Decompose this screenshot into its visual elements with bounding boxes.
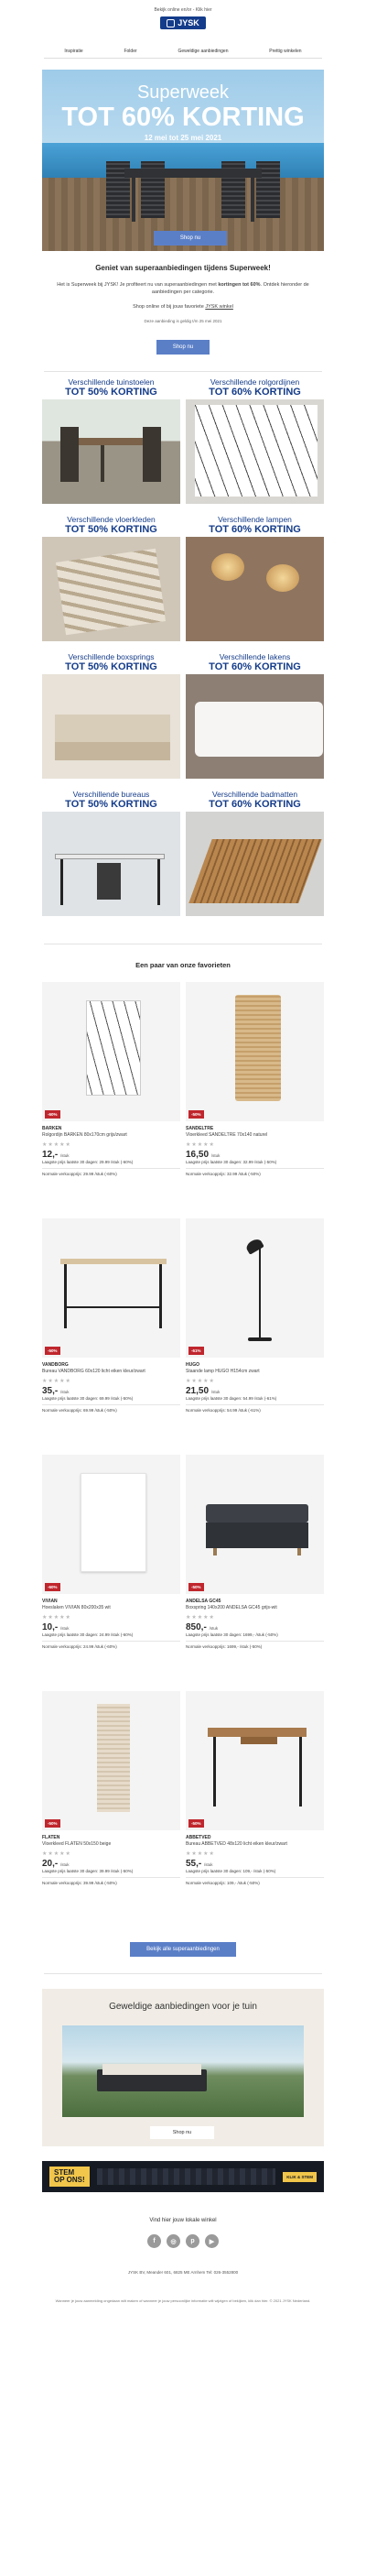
product-card[interactable]: [42, 1218, 180, 1455]
favorites-title: Een paar van onze favorieten: [135, 961, 231, 969]
category-title: Verschillende tuinstoelen: [68, 377, 155, 387]
price-unit: /stuk: [210, 1152, 221, 1158]
price-value: 850,-: [186, 1621, 207, 1632]
youtube-icon[interactable]: ▶: [205, 2234, 219, 2248]
price-value: 35,-: [42, 1385, 59, 1396]
normal-price-note: Normale verkoopprijs: 29.99 /stuk (-60%): [42, 1172, 117, 1176]
product-desc: Hoeslaken VIVIAN 80x200x35 wit: [42, 1605, 111, 1610]
product-price: [186, 1622, 324, 1632]
lowest-price-note: Laagste prijs laatste 30 dagen: 39.99 /stuk (-50%): [42, 1868, 134, 1873]
normal-price-note: Normale verkoopprijs: 69.99 /stuk (-50%): [42, 1408, 117, 1413]
price-value: 10,-: [42, 1621, 59, 1632]
divider: [42, 1404, 180, 1405]
intro-heading: Geniet van superaanbiedingen tijdens Superweek!: [95, 264, 271, 272]
product-desc: Bureau ABBETVED 48x120 licht eiken kleur/zwart: [186, 1841, 287, 1847]
hero-table-leg: [132, 178, 135, 222]
product-name: SANDELTRE: [186, 1126, 214, 1131]
product-name: ANDELSA GC45: [186, 1599, 221, 1604]
rating-stars-icon: ★★★★★: [186, 1141, 215, 1148]
boxspring-image: [42, 674, 180, 779]
product-card[interactable]: [42, 1455, 180, 1691]
intro-body: [53, 281, 313, 296]
product-name: VIVIAN: [42, 1599, 58, 1604]
store-locator-link[interactable]: Vind hier jouw lokale winkel: [149, 2218, 217, 2223]
category-discount: TOT 50% KORTING: [65, 387, 157, 398]
roller-blind-image: [186, 399, 324, 504]
product-price: [42, 1150, 180, 1160]
top-nav: [44, 44, 322, 59]
category-badmatten[interactable]: [186, 790, 324, 927]
category-discount: TOT 60% KORTING: [209, 524, 301, 535]
vote-button[interactable]: KLIK & STEM: [283, 2172, 317, 2182]
hero-title: Superweek: [136, 82, 230, 103]
product-grid: [35, 982, 331, 1927]
rating-stars-icon: ★★★★★: [186, 1614, 215, 1621]
normal-price-note: Normale verkoopprijs: 1699,- /stuk (-50%): [186, 1644, 263, 1649]
product-image: [186, 1218, 324, 1358]
product-name: FLATEN: [42, 1835, 60, 1840]
divider: [44, 1973, 322, 1974]
store-link[interactable]: JYSK winkel: [205, 304, 233, 310]
rating-stars-icon: ★★★★★: [186, 1850, 215, 1857]
category-boxsprings[interactable]: [42, 652, 180, 790]
normal-price-note: Normale verkoopprijs: 54.99 /stuk (-61%): [186, 1408, 261, 1413]
nav-item-aanbiedingen[interactable]: Geweldige aanbiedingen: [178, 48, 229, 54]
lowest-price-note: Laagste prijs laatste 30 dagen: 29.99 /stuk (-60%): [42, 1159, 134, 1164]
category-lampen[interactable]: [186, 515, 324, 652]
instagram-icon[interactable]: ◎: [167, 2234, 180, 2248]
nav-item-folder[interactable]: Folder: [124, 48, 137, 54]
category-bureaus[interactable]: [42, 790, 180, 927]
hero-banner[interactable]: [42, 70, 324, 251]
lowest-price-note: Laagste prijs laatste 30 dagen: 24.99 /stuk (-60%): [42, 1632, 134, 1637]
category-grid: [35, 372, 331, 927]
product-name: HUGO: [186, 1362, 199, 1368]
product-desc: Vloerkleed SANDELTRE 70x140 naturel: [186, 1132, 268, 1138]
product-name: VANDBORG: [42, 1362, 69, 1368]
vote-badge-line2: OP ONS!: [54, 2176, 85, 2184]
category-lakens[interactable]: [186, 652, 324, 790]
hero-table-leg: [251, 178, 254, 222]
intro-shop-line: [53, 303, 313, 311]
rating-stars-icon: ★★★★★: [42, 1141, 71, 1148]
category-discount: TOT 50% KORTING: [65, 661, 157, 672]
company-address: JYSK BV, Meander 601, 6825 ME Arnhem Tel: 026-3552800: [127, 2270, 239, 2275]
price-unit: /stuk: [210, 1389, 221, 1394]
garden-banner[interactable]: [42, 1989, 324, 2146]
lowest-price-note: Laagste prijs laatste 30 dagen: 32.99 /stuk (-50%): [186, 1159, 277, 1164]
product-price: [42, 1622, 180, 1632]
discount-badge: -61%: [188, 1347, 204, 1355]
price-value: 12,-: [42, 1149, 59, 1160]
divider: [186, 1168, 324, 1169]
product-desc: Vloerkleed FLATEN 50x150 beige: [42, 1841, 112, 1847]
intro-body-end: . Ontdek hieronder de aanbiedingen per categorie.: [151, 282, 309, 295]
category-title: Verschillende boxsprings: [68, 652, 155, 661]
product-card[interactable]: [186, 1455, 324, 1691]
divider: [186, 1404, 324, 1405]
hero-table: [124, 169, 262, 178]
category-discount: TOT 60% KORTING: [209, 387, 301, 398]
discount-badge: -50%: [188, 1819, 204, 1828]
intro-section: [35, 251, 331, 355]
vote-banner[interactable]: [42, 2161, 324, 2192]
garden-title: Geweldige aanbiedingen voor je tuin: [109, 2002, 257, 2012]
product-price: [42, 1386, 180, 1396]
vote-badge-line1: STEM: [54, 2168, 75, 2177]
social-links: [35, 2234, 331, 2248]
price-value: 20,-: [42, 1858, 59, 1869]
normal-price-note: Normale verkoopprijs: 39.99 /stuk (-50%): [42, 1881, 117, 1885]
discount-badge: -60%: [45, 1110, 60, 1119]
price-unit: /stuk: [209, 1625, 219, 1631]
category-title: Verschillende vloerkleden: [67, 515, 156, 524]
jysk-logo[interactable]: [160, 16, 206, 29]
product-image: [186, 982, 324, 1121]
product-image: [42, 1218, 180, 1358]
vote-banner-image: [97, 2168, 276, 2185]
garden-shop-button[interactable]: Shop nu: [150, 2126, 214, 2139]
hero-headline: TOT 60% KORTING: [61, 103, 305, 132]
product-image: [42, 982, 180, 1121]
category-discount: TOT 60% KORTING: [209, 799, 301, 810]
discount-badge: -50%: [188, 1110, 204, 1119]
category-title: Verschillende badmatten: [211, 790, 298, 799]
category-title: Verschillende rolgordijnen: [210, 377, 300, 387]
logo-mark-icon: [167, 19, 175, 27]
lowest-price-note: Laagste prijs laatste 30 dagen: 109,- /stuk (-50%): [186, 1868, 276, 1873]
price-value: 21,50: [186, 1385, 210, 1396]
rugs-image: [42, 537, 180, 641]
footer: [35, 2192, 331, 2304]
legal-text: Wanneer je jouw aanmelding ongedaan wilt maken of wanneer je jouw persoonlijke informatie wilt wijzigen of bekijken, klik dan hier. © 2021 JYSK Nederland.: [55, 2298, 311, 2303]
category-vloerkleden[interactable]: [42, 515, 180, 652]
product-name: BARKEN: [42, 1126, 62, 1131]
lowest-price-note: Laagste prijs laatste 30 dagen: 1699,- /stuk (-50%): [186, 1632, 278, 1637]
product-card[interactable]: [186, 982, 324, 1218]
product-price: [186, 1386, 324, 1396]
category-rolgordijnen[interactable]: [186, 377, 324, 515]
garden-cushions: [102, 2064, 201, 2075]
divider: [186, 1877, 324, 1878]
product-card[interactable]: [186, 1218, 324, 1455]
price-unit: /stuk: [60, 1625, 70, 1631]
product-name: ABBETVED: [186, 1835, 211, 1840]
category-title: Verschillende lampen: [218, 515, 292, 524]
price-value: 55,-: [186, 1858, 202, 1869]
category-title: Verschillende bureaus: [72, 790, 150, 799]
hero-dates: 12 mei tot 25 mei 2021: [144, 134, 222, 142]
rating-stars-icon: ★★★★★: [42, 1850, 71, 1857]
discount-badge: -50%: [45, 1819, 60, 1828]
product-price: [186, 1859, 324, 1869]
divider: [42, 1877, 180, 1878]
category-title: Verschillende lakens: [219, 652, 291, 661]
category-discount: TOT 50% KORTING: [65, 799, 157, 810]
lowest-price-note: Laagste prijs laatste 30 dagen: 69.99 /stuk (-50%): [42, 1395, 134, 1401]
bath-mats-image: [186, 812, 324, 916]
intro-shop-button[interactable]: Shop nu: [156, 340, 210, 355]
category-tuinstoelen[interactable]: [42, 377, 180, 515]
rating-stars-icon: ★★★★★: [42, 1378, 71, 1384]
logo-row: [35, 16, 331, 44]
product-image: [42, 1455, 180, 1594]
normal-price-note: Normale verkoopprijs: 24.99 /stuk (-60%): [42, 1644, 117, 1649]
divider: [42, 1641, 180, 1642]
preheader-link[interactable]: Bekijk online en/or - Klik hier: [154, 7, 212, 13]
desks-image: [42, 812, 180, 916]
product-price: [186, 1150, 324, 1160]
product-desc: Bureau VANDBORG 60x120 licht eiken kleur/zwart: [42, 1369, 145, 1374]
product-card[interactable]: [42, 982, 180, 1218]
all-deals-button[interactable]: Bekijk alle superaanbiedingen: [130, 1942, 236, 1957]
normal-price-note: Normale verkoopprijs: 32.99 /stuk (-50%): [186, 1172, 261, 1176]
hero-shop-button[interactable]: Shop nu: [154, 231, 227, 246]
discount-badge: -50%: [45, 1347, 60, 1355]
logo-text: JYSK: [178, 18, 199, 27]
category-discount: TOT 50% KORTING: [65, 524, 157, 535]
rating-stars-icon: ★★★★★: [42, 1614, 71, 1621]
email-container: [35, 0, 331, 2304]
intro-body-bold: kortingen tot 60%: [218, 282, 261, 288]
product-desc: Staande lamp HUGO H154cm zwart: [186, 1369, 260, 1374]
nav-item-prettig-winkelen[interactable]: Prettig winkelen: [269, 48, 302, 54]
lamps-image: [186, 537, 324, 641]
discount-badge: -50%: [188, 1583, 204, 1591]
product-desc: Rolgordijn BARKEN 80x170cm grijs/zwart: [42, 1132, 127, 1138]
price-value: 16,50: [186, 1149, 210, 1160]
price-unit: /stuk: [204, 1861, 213, 1867]
intro-body-text: Het is Superweek bij JYSK! Je profiteert nu van superaanbiedingen met: [57, 282, 217, 288]
product-image: [42, 1691, 180, 1830]
product-desc: Boxspring 140x200 ANDELSA GC45 grijs-wit: [186, 1605, 277, 1610]
rating-stars-icon: ★★★★★: [186, 1378, 215, 1384]
product-price: [42, 1859, 180, 1869]
product-card[interactable]: [186, 1691, 324, 1927]
price-unit: /stuk: [60, 1389, 70, 1394]
category-discount: TOT 60% KORTING: [209, 661, 301, 672]
divider: [186, 1641, 324, 1642]
lowest-price-note: Laagste prijs laatste 30 dagen: 54.99 /stuk (-61%): [186, 1395, 277, 1401]
validity-note: Deze aanbieding is geldig t/m 25 mei 2021: [144, 319, 222, 323]
price-unit: /stuk: [60, 1152, 70, 1158]
garden-chairs-image: [42, 399, 180, 504]
all-deals-row: [35, 1935, 331, 1957]
discount-badge: -60%: [45, 1583, 60, 1591]
normal-price-note: Normale verkoopprijs: 109,- /stuk (-50%): [186, 1881, 260, 1885]
product-image: [186, 1691, 324, 1830]
sheets-image: [186, 674, 324, 779]
facebook-icon[interactable]: f: [147, 2234, 161, 2248]
price-unit: /stuk: [60, 1861, 70, 1867]
nav-item-inspiratie[interactable]: Inspiratie: [64, 48, 83, 54]
divider: [42, 1168, 180, 1169]
product-card[interactable]: [42, 1691, 180, 1927]
product-image: [186, 1455, 324, 1594]
shop-line-text: Shop online of bij jouw favoriete: [133, 304, 204, 310]
vote-badge: [49, 2167, 90, 2187]
pinterest-icon[interactable]: p: [186, 2234, 199, 2248]
